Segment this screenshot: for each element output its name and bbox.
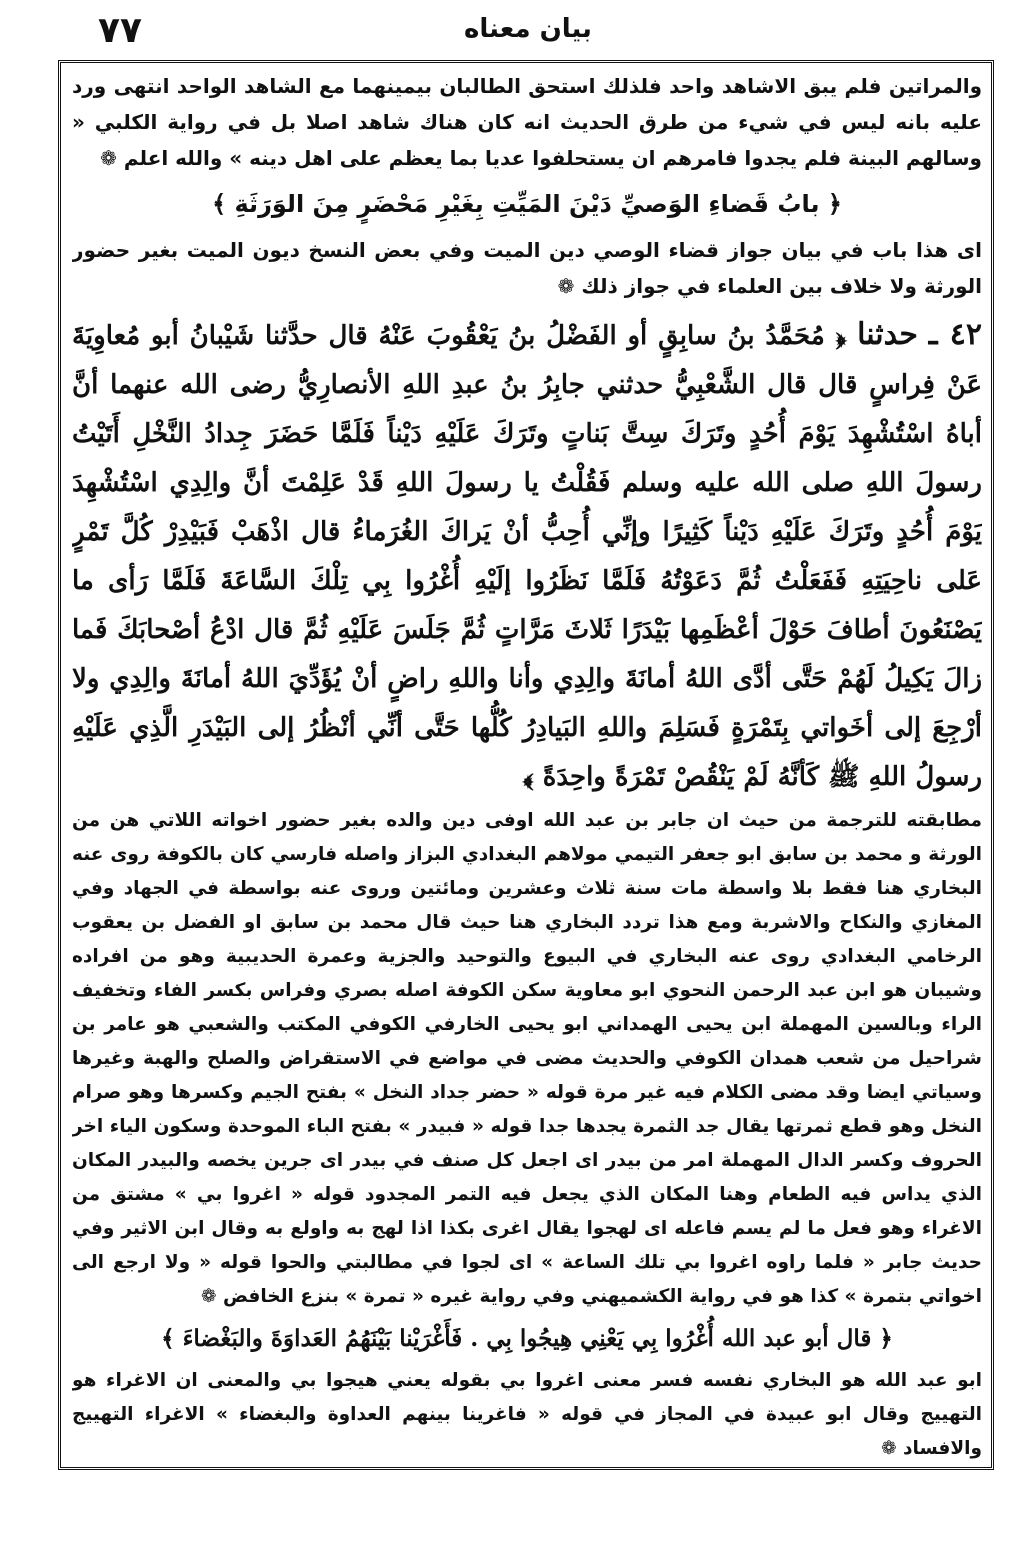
commentary-paragraph: مطابقته للترجمة من حيث ان جابر بن عبد الله اوفى دين والده بغير حضور اخواته اللاتي هن من الورثة و محمد بن سابق ابو جعفر التيمي مولاهم البغدادي البزاز واصله فارسي كان بالكوفة روى عنه البخاري هنا فقط بلا واسطة مات سنة ثلاث وعشرين ومائتين وروى عنه بواسطة في الجهاد وفي المغازي والنكاح والاشربة ومع هذا تردد البخاري هنا حيث قال محمد بن سابق او الفضل بن يعقوب الرخامي البغدادي روى عنه البخاري في البيوع والتوحيد والجزية وعمرة الحديبية وهو من افراده وشيبان هو ابن عبد الرحمن النحوي ابو معاوية سكن الكوفة اصله بصري وفراس بكسر الفاء وتخفيف الراء وبالسين المهملة ابن يحيى الهمداني ابو يحيى الخارفي الكوفي المكتب والشعبي هو عامر بن شراحيل من شعب همدان الكوفي والحديث مضى في مواضع في الاستقراض والصلح والهبة وغيرها وسياتي ايضا وقد مضى الكلام فيه غير مرة قوله « حضر جداد النخل » بفتح الجيم وكسرها وهو صرام النخل وهو قطع ثمرتها يقال جد الثمرة يجدها جدا قوله « فبيدر » بفتح الباء الموحدة وسكون الياء اخر الحروف وكسر الدال المهملة امر من بيدر اى اجعل كل صنف في بيدر اى جرين يخصه والبيدر المكان الذي يداس فيه الطعام وهنا المكان الذي يجعل فيه التمر المجدود قوله « اغروا بي » مشتق من الاغراء وهو فعل ما لم يسم فاعله اى لهجوا يقال اغرى بكذا اذا لهج به واولع به وقال ابن الاثير وفي حديث جابر « فلما راوه اغروا بي تلك الساعة » اى لجوا في مطالبتي والحوا قوله « ولا ارجع الى اخواتي بتمرة » كذا هو في رواية الكشميهني وفي رواية غيره « تمرة » بنزع الخافض ❁ (72, 810, 982, 1307)
page-number: ٧٧ (98, 10, 142, 51)
intro-paragraph: والمراتين فلم يبق الاشاهد واحد فلذلك استحق الطالبان بيمينهما مع الشاهد الواحد انتهى ورد عليه بانه ليس في شيء من طرق الحديث انه كان هناك شاهد اصلا بل في رواية الكلبي « وسالهم البينة فلم يجدوا فامرهم ان يستحلفوا عديا بما يعظم على اهل دينه » والله اعلم ❁ (72, 74, 982, 170)
quote-heading: ﴿ قال أبو عبد الله أُغْرُوا بِي يَعْنِي هِيجُوا بِي . فَأَغْرَيْنا بَيْنَهُمُ العَداوَةَ والبَغْضاءَ ﴾ (161, 1325, 893, 1352)
hadith-number: ٤٢ ـ (928, 317, 982, 352)
closing-paragraph: ابو عبد الله هو البخاري نفسه فسر معنى اغروا بي بقوله يعني هيجوا بي والمعنى ان الاغراء هو التهييج وقال ابو عبيدة في المجاز في قوله « فاغرينا بينهم العداوة والبغضاء » الاغراء التهييج والافساد ❁ (72, 1370, 982, 1459)
chapter-heading: ﴿ بابُ قَضاءِ الوَصيِّ دَيْنَ المَيِّتِ بِغَيْرِ مَحْضَرٍ مِنَ الوَرَثَةِ ﴾ (212, 190, 842, 218)
hadith-keyword: حدثنا (857, 317, 918, 352)
page-content (72, 68, 982, 1464)
chapter-explanation: اى هذا باب في بيان جواز قضاء الوصي دين الميت وفي بعض النسخ ديون الميت بغير حضور الورثة ولا خلاف بين العلماء في جواز ذلك ❁ (72, 238, 982, 298)
hadith-text: ﴿ مُحَمَّدُ بنُ سابِقٍ أو الفَضْلُ بنُ يَعْقُوبَ عَنْهُ قال حدَّثنا شَيْبانُ أبو مُعاوِيَةَ عَنْ فِراسٍ قال قال الشَّعْبِيُّ حدثني جابِرُ بنُ عبدِ اللهِ الأنصارِيُّ رضى الله عنهما أنَّ أباهُ اسْتُشْهِدَ يَوْمَ أُحُدٍ وتَرَكَ سِتَّ بَناتٍ وتَرَكَ عَلَيْهِ دَيْناً فَلَمَّا حَضَرَ جِدادُ النَّخْلِ أَتَيْتُ رسولَ اللهِ صلى الله عليه وسلم فَقُلْتُ يا رسولَ اللهِ قَدْ عَلِمْتَ أنَّ والِدِي اسْتُشْهِدَ يَوْمَ أُحُدٍ وتَرَكَ عَلَيْهِ دَيْناً كَثِيرًا وإنِّي أُحِبُّ أنْ يَراكَ الغُرَماءُ قال اذْهَبْ فَبَيْدِرْ كُلَّ تَمْرٍ عَلى ناحِيَتِهِ فَفَعَلْتُ ثُمَّ دَعَوْتُهُ فَلَمَّا نَظَرُوا إلَيْهِ أُغْرُوا بِي تِلْكَ السَّاعَةَ فَلَمَّا رَأى ما يَصْنَعُونَ أطافَ حَوْلَ أعْظَمِها بَيْدَرًا ثَلاثَ مَرَّاتٍ ثُمَّ جَلَسَ عَلَيْهِ ثُمَّ قال ادْعُ أصْحابَكَ فَما زالَ يَكِيلُ لَهُمْ حَتَّى أدَّى اللهُ أمانَةَ والِدِي وأنا واللهِ راضٍ أنْ يُؤَدِّيَ اللهُ أمانَةَ والِدِي ولا أرْجِعَ إلى أخَواتي بِتَمْرَةٍ فَسَلِمَ واللهِ البَيادِرُ كُلُّها حَتَّى أنِّي أنْظُرُ إلى البَيْدَرِ الَّذِي عَلَيْهِ رسولُ اللهِ ﷺ كَأنَّهُ لَمْ يَنْقُصْ تَمْرَةً واحِدَةً ﴾ (72, 321, 982, 792)
hadith-paragraph (72, 310, 982, 802)
page-header (58, 10, 998, 58)
running-title: بيان معناه (464, 14, 592, 44)
